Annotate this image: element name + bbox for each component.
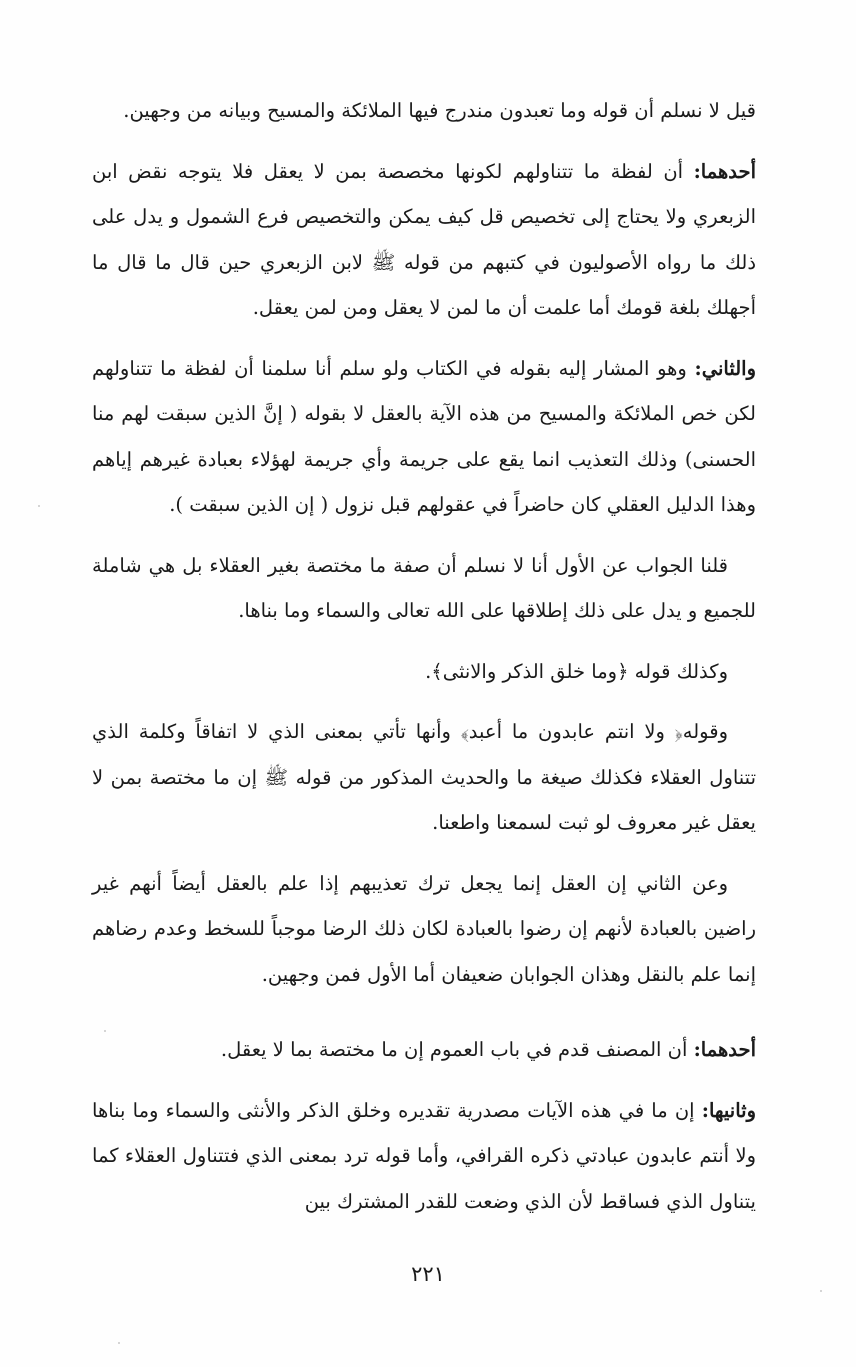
paragraph-label: أحدهما:: [693, 1038, 756, 1061]
page-number: ٢٢١: [411, 1262, 445, 1286]
paragraph-text: قلنا الجواب عن الأول أنا لا نسلم أن صفة ما مختصة بغير العقلاء بل هي شاملة للجميع و يدل على ذلك إطلاقها على الله تعالى والسماء وما بناها.: [92, 553, 756, 622]
paragraph-text: أن المصنف قدم في باب العموم إن ما مختصة بما لا يعقل.: [220, 1038, 694, 1061]
paragraph-second-reason: [92, 1088, 756, 1225]
paragraph-verse-quote: [92, 649, 756, 695]
paragraph-label: أحدهما:: [693, 159, 756, 183]
paragraph-first-aspect: [92, 149, 756, 331]
paragraph-text: وهو المشار إليه بقوله في الكتاب ولو سلم أنا سلمنا أن لفظة ما تتناولهم لكن خص الملائكة والمسيح من هذه الآية بالعقل لا بقوله ( إنَّ الذين سبقت لهم منا الحسنى) وذلك التعذيب انما يقع على جريمة وأي جريمة لهؤلاء بعبادة غيرهم إياهم وهذا الدليل العقلي كان حاضراً في عقولهم قبل نزول ( إن الذين سبقت ).: [92, 356, 756, 516]
paragraph-first-reason: [92, 1027, 756, 1073]
paragraph-text: قيل لا نسلم أن قوله وما تعبدون مندرج فيها الملائكة والمسيح وبيانه من وجهين.: [123, 99, 756, 122]
paragraph-objection: [92, 88, 756, 134]
paragraph-label: والثاني:: [694, 356, 756, 380]
paragraph-second-aspect: [92, 346, 756, 528]
body-text: [92, 88, 756, 1239]
paragraph-answer: [92, 543, 756, 634]
paragraph-second-verse: [92, 709, 756, 846]
scan-speck: [118, 1342, 120, 1344]
paragraph-text: وعن الثاني إن العقل إنما يجعل ترك تعذيبهم إذا علم بالعقل أيضاً أنهم غير راضين بالعبادة لأنهم إن رضوا بالعبادة لكان ذلك الرضا موجباً للسخط وعدم رضاهم إنما علم بالنقل وهذان الجوابان ضعيفان أما الأول فمن وجهين.: [92, 871, 756, 986]
paragraph-label: وثانيها:: [701, 1098, 756, 1122]
paragraph-text: أن لفظة ما تتناولهم لكونها مخصصة بمن لا يعقل فلا يتوجه نقض ابن الزبعري ولا يحتاج إلى تخصيص قل كيف يمكن والتخصيص فرع الشمول و يدل على ذلك ما رواه الأصوليون في كتبهم من قوله ﷺ لابن الزبعري حين قال ما قال ما أجهلك بلغة قومك أما علمت أن ما لمن لا يعقل ومن لمن يعقل.: [92, 159, 756, 319]
scan-speck: [104, 1030, 106, 1032]
paragraph-text: وكذلك قوله ﴿وما خلق الذكر والانثى﴾.: [425, 659, 728, 683]
paragraph-text: إن ما في هذه الآيات مصدرية تقديره وخلق الذكر والأنثى والسماء وما بناها ولا أنتم عابدون عبادتي ذكره القرافي، وأما قوله ترد بمعنى الذي فتتناول العقلاء كما يتناول الذي فساقط لأن الذي وضعت للقدر المشترك بين: [92, 1098, 756, 1213]
scan-speck: [38, 505, 40, 507]
scan-speck: [820, 1290, 822, 1292]
paragraph-text: وقوله﴿ ولا انتم عابدون ما أعبد﴾ وأنها تأتي بمعنى الذي لا اتفاقاً وكلمة الذي تتناول العقلاء فكذلك صيغة ما والحديث المذكور من قوله ﷺ إن ما مختصة بمن لا يعقل غير معروف لو ثبت لسمعنا واطعنا.: [92, 720, 756, 834]
paragraph-reply-second: [92, 861, 756, 998]
